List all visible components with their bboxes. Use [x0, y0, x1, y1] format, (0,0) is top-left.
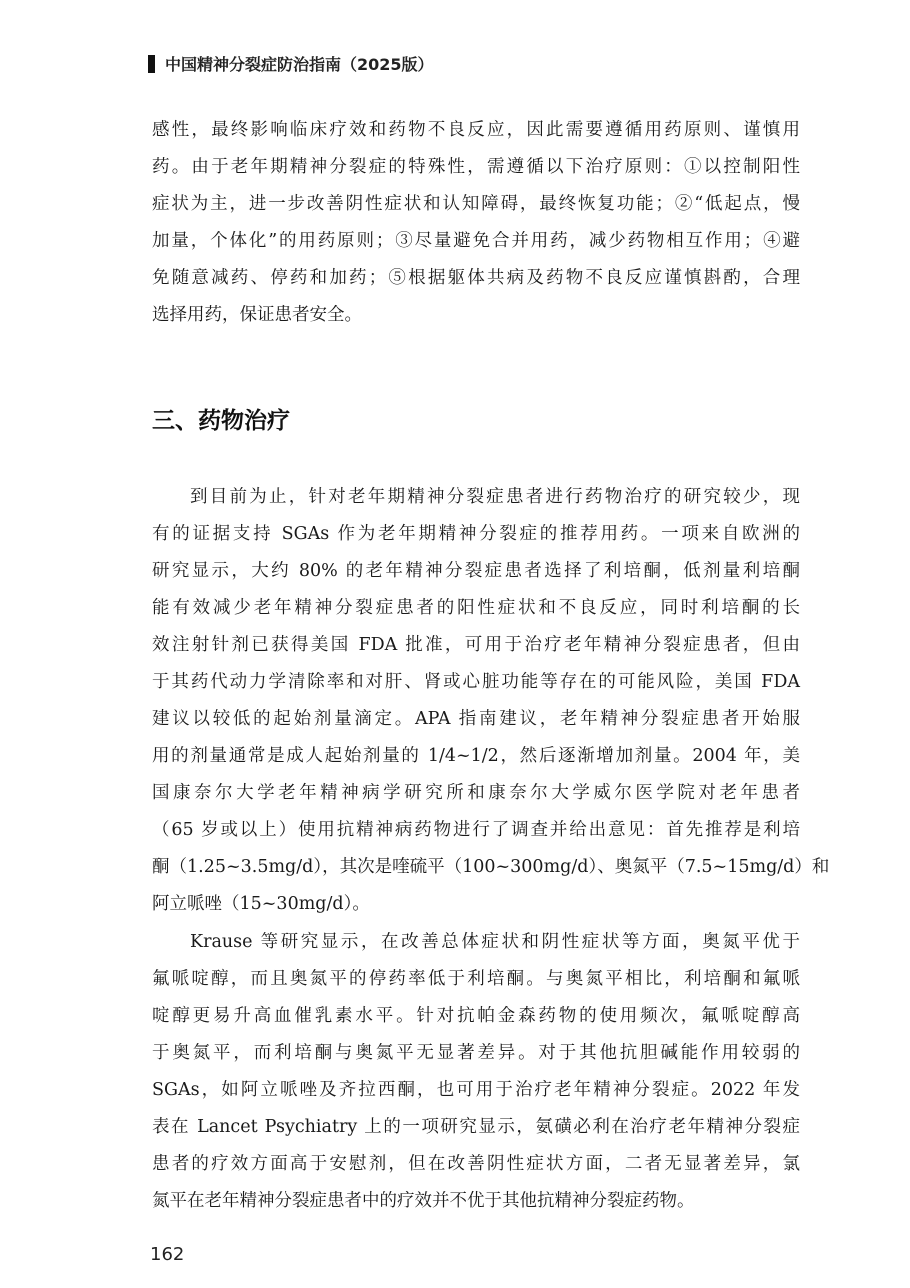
text-line: 氟哌啶醇，而且奥氮平的停药率低于利培酮。与奥氮平相比，利培酮和氟哌: [152, 969, 800, 989]
text-line: SGAs，如阿立哌唑及齐拉西酮，也可用于治疗老年精神分裂症。2022 年发: [152, 1080, 800, 1100]
text-line: 选择用药，保证患者安全。: [152, 305, 362, 325]
text-line: 用的剂量通常是成人起始剂量的 1/4~1/2，然后逐渐增加剂量。2004 年，美: [152, 746, 800, 766]
text-line: 有的证据支持 SGAs 作为老年期精神分裂症的推荐用药。一项来自欧洲的: [152, 524, 800, 544]
text-line: 患者的疗效方面高于安慰剂，但在改善阴性症状方面，二者无显著差异，氯: [152, 1154, 800, 1174]
text-line: 建议以较低的起始剂量滴定。APA 指南建议，老年精神分裂症患者开始服: [152, 709, 800, 729]
text-line: 表在 Lancet Psychiatry 上的一项研究显示，氨磺必利在治疗老年精神分裂症: [152, 1117, 800, 1137]
text-line: 国康奈尔大学老年精神病学研究所和康奈尔大学威尔医学院对老年患者: [152, 783, 800, 803]
text-line: 于奥氮平，而利培酮与奥氮平无显著差异。对于其他抗胆碱能作用较弱的: [152, 1043, 800, 1063]
text-line: 于其药代动力学清除率和对肝、肾或心脏功能等存在的可能风险，美国 FDA: [152, 672, 800, 692]
page-number: 162: [150, 1244, 185, 1265]
paragraph-krause-study: [152, 924, 800, 1220]
paragraph-treatment-principles: [152, 112, 800, 334]
text-line: 加量，个体化”的用药原则；③尽量避免合并用药，减少药物相互作用；④避: [152, 231, 800, 251]
text-line: 啶醇更易升高血催乳素水平。针对抗帕金森药物的使用频次，氟哌啶醇高: [152, 1006, 800, 1026]
section-heading: 三、药物治疗: [152, 408, 290, 434]
text-line: 感性，最终影响临床疗效和药物不良反应，因此需要遵循用药原则、谨慎用: [152, 120, 800, 140]
text-line: 能有效减少老年精神分裂症患者的阳性症状和不良反应，同时利培酮的长: [152, 598, 800, 618]
text-line: 研究显示，大约 80% 的老年精神分裂症患者选择了利培酮，低剂量利培酮: [152, 561, 800, 581]
text-line: 阿立哌唑（15~30mg/d）。: [152, 894, 370, 914]
text-line: 症状为主，进一步改善阴性症状和认知障碍，最终恢复功能；②“低起点，慢: [152, 194, 800, 214]
text-line: 药。由于老年期精神分裂症的特殊性，需遵循以下治疗原则：①以控制阳性: [152, 157, 800, 177]
paragraph-drug-evidence: [152, 479, 830, 923]
running-head-title: 中国精神分裂症防治指南（2025版）: [165, 55, 434, 74]
text-line: 效注射针剂已获得美国 FDA 批准，可用于治疗老年精神分裂症患者，但由: [152, 635, 800, 655]
text-line: 酮（1.25~3.5mg/d），其次是喹硫平（100~300mg/d）、奥氮平（7.5~15mg/d）和: [152, 857, 830, 877]
text-line: 到目前为止，针对老年期精神分裂症患者进行药物治疗的研究较少，现: [190, 487, 800, 507]
text-line: Krause 等研究显示，在改善总体症状和阴性症状等方面，奥氮平优于: [190, 932, 800, 952]
running-head: [148, 52, 434, 75]
text-line: （65 岁或以上）使用抗精神病药物进行了调查并给出意见：首先推荐是利培: [152, 820, 800, 840]
running-head-marker: [148, 55, 155, 73]
text-line: 免随意减药、停药和加药；⑤根据躯体共病及药物不良反应谨慎斟酌，合理: [152, 268, 800, 288]
text-line: 氮平在老年精神分裂症患者中的疗效并不优于其他抗精神分裂症药物。: [152, 1191, 695, 1211]
